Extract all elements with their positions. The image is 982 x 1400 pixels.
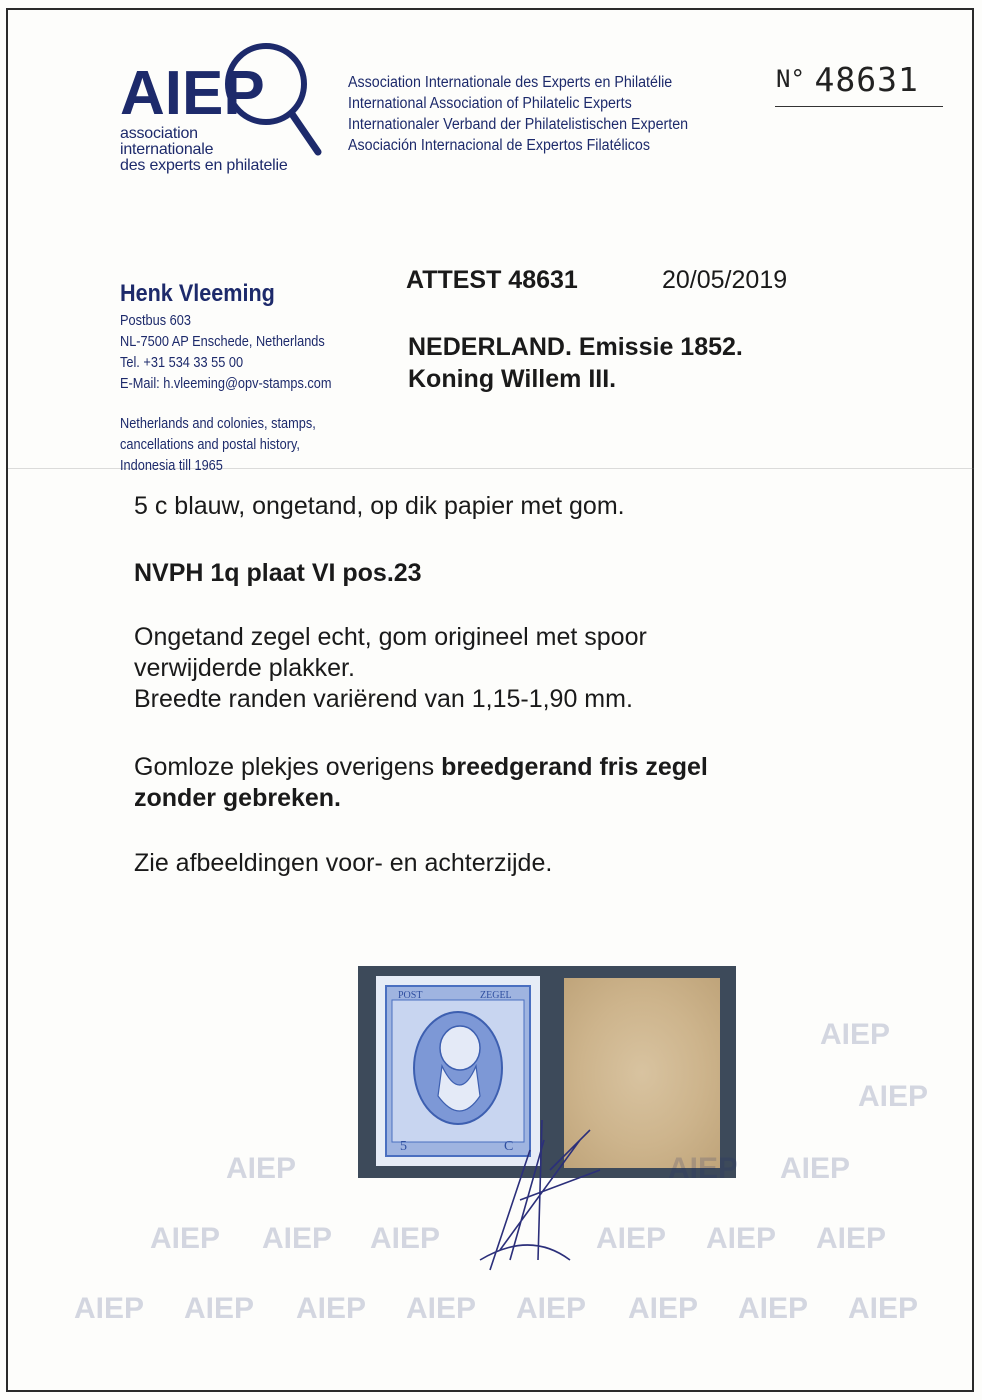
watermark-text: AIEP [706,1222,777,1255]
expert-address [120,311,332,395]
watermark-logo [738,1292,808,1326]
watermark-logo [150,1222,220,1256]
watermark-text: AIEP [226,1152,297,1185]
assoc-name-en: International Association of Philatelic Experts [348,95,632,112]
association-names [348,72,688,156]
condition-bold: zonder gebreken. [134,784,341,812]
statement-line: verwijderde plakker. [134,654,355,682]
expert-name: Henk Vleeming [120,280,275,307]
assoc-name-de: Internationaler Verband der Philatelistischen Experten [348,116,689,133]
svg-text:AIEP: AIEP [120,59,265,128]
watermark-text: AIEP [780,1152,851,1185]
stamp-value-right: C [504,1139,514,1154]
condition-line [134,783,708,814]
condition-bold: breedgerand fris zegel [441,753,708,781]
watermark-logo [628,1292,698,1326]
logo-line: association [120,125,198,142]
address-line: Tel. +31 534 33 55 00 [120,355,244,371]
address-line: E-Mail: h.vleeming@opv-stamps.com [120,376,332,392]
watermark-text: AIEP [406,1292,477,1325]
expert-specialty [120,414,316,477]
watermark-text: AIEP [262,1222,333,1255]
watermark-text: AIEP [848,1292,919,1325]
watermark-logo [74,1292,144,1326]
number-value: 48631 [814,60,919,99]
assoc-name-fr: Association Internationale des Experts en Philatélie [348,74,673,91]
specialty-line: cancellations and postal history, [120,437,300,453]
watermark-logo [858,1080,928,1114]
watermark-text: AIEP [628,1292,699,1325]
number-underline [775,106,943,107]
images-note: Zie afbeeldingen voor- en achterzijde. [134,849,553,877]
catalogue-reference: NVPH 1q plaat VI pos.23 [134,559,422,587]
specialty-line: Indonesia till 1965 [120,458,223,474]
number-prefix: N° [776,65,805,93]
watermark-logo [406,1292,476,1326]
stamp-value-left: 5 [400,1139,407,1154]
watermark-logo [816,1222,886,1256]
address-line: Postbus 603 [120,313,191,329]
watermark-logo [668,1152,738,1186]
logo-wordmark [120,126,288,174]
statement-line: Breedte randen variërend van 1,15-1,90 mm. [134,685,633,713]
condition-statement [134,752,708,814]
watermark-text: AIEP [370,1222,441,1255]
watermark-text: AIEP [184,1292,255,1325]
certificate-number [776,60,919,99]
watermark-logo [706,1222,776,1256]
watermark-text: AIEP [150,1222,221,1255]
watermark-logo [596,1222,666,1256]
watermark-logo [184,1292,254,1326]
watermark-logo [296,1292,366,1326]
stamp-zegel-text: ZEGEL [480,990,512,1001]
watermark-text: AIEP [738,1292,809,1325]
subject-line: Koning Willem III. [408,365,617,393]
specialty-line: Netherlands and colonies, stamps, [120,416,316,432]
watermark-text: AIEP [668,1152,739,1185]
watermark-text: AIEP [296,1292,367,1325]
assoc-name-es: Asociación Internacional de Expertos Filatélicos [348,137,651,154]
subject-line: NEDERLAND. Emissie 1852. [408,333,743,361]
attest-title: ATTEST 48631 [406,266,578,294]
stamp-subject [408,331,743,395]
stamp-post-text: POST [398,990,423,1001]
watermark-logo [226,1152,296,1186]
watermark-text: AIEP [74,1292,145,1325]
statement-line: Ongetand zegel echt, gom origineel met spoor [134,623,647,651]
address-line: NL-7500 AP Enschede, Netherlands [120,334,325,350]
condition-text: Gomloze plekjes overigens [134,753,442,781]
watermark-logo [262,1222,332,1256]
logo-line: des experts en philatelie [120,157,288,174]
watermark-logo [516,1292,586,1326]
watermark-text: AIEP [516,1292,587,1325]
logo-line: internationale [120,141,214,158]
watermark-text: AIEP [858,1080,929,1113]
watermark-text: AIEP [820,1018,891,1051]
watermark-logo [370,1222,440,1256]
stamp-description: 5 c blauw, ongetand, op dik papier met gom. [134,492,625,520]
watermark-text: AIEP [816,1222,887,1255]
watermark-logo [820,1018,890,1052]
watermark-text: AIEP [596,1222,667,1255]
attest-date: 20/05/2019 [662,266,788,294]
watermark-logo [848,1292,918,1326]
watermark-logo [780,1152,850,1186]
condition-line [134,752,708,783]
authenticity-statement [134,622,647,715]
